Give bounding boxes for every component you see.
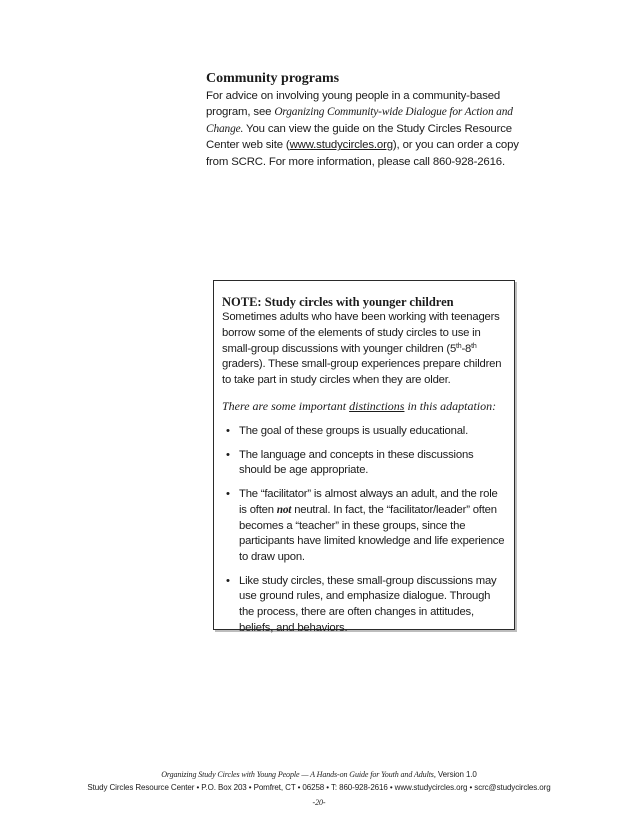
bullet-icon: •	[226, 574, 230, 587]
bullet-icon: •	[226, 448, 230, 461]
community-programs-section	[206, 70, 526, 170]
website-link[interactable]: www.studycircles.org	[289, 139, 393, 152]
paragraph-text: Sometimes adults who have been working with teenagers borrow some of the elements of study circles to use in small-group discussions with younger children (5	[222, 311, 500, 355]
paragraph-text: graders). These small-group experiences prepare children to take part in study circles when they are older.	[222, 358, 502, 387]
bullet-icon: •	[226, 488, 230, 501]
footer-guide-line	[0, 769, 638, 782]
distinctions-word: distinctions	[349, 398, 405, 413]
list-item-text: neutral. In fact, the “facilitator/leader” often becomes a “teacher” in these groups, since the participants have limited knowledge and life experience to draw upon.	[239, 503, 505, 563]
list-item	[222, 424, 508, 440]
distinctions-text: There are some important	[222, 398, 350, 413]
list-item-text: The “facilitator” is almost always an adult, and the role is often	[239, 488, 498, 516]
superscript: th	[456, 342, 462, 350]
footer-version: Version 1.0	[435, 770, 477, 779]
paragraph-text: For advice on involving young people in a community-based program, see	[206, 90, 501, 119]
note-title: NOTE: Study circles with younger children	[222, 295, 454, 309]
page-footer	[0, 769, 638, 810]
note-paragraph	[222, 310, 508, 389]
community-paragraph	[206, 88, 526, 170]
list-item	[222, 574, 508, 637]
footer-address: Study Circles Resource Center • P.O. Box 203 • Pomfret, CT • 06258 • T: 860-928-2616 • www.studycircles.org • scrc@studycircles.org	[87, 782, 551, 792]
emphasis-not: not	[276, 503, 292, 516]
page-number: -20-	[312, 798, 326, 807]
footer-guide-title: Organizing Study Circles with Young People — A Hands-on Guide for Youth and Adults,	[161, 770, 436, 779]
section-heading: Community programs	[206, 71, 340, 86]
distinctions-list	[222, 424, 508, 636]
bullet-icon: •	[226, 424, 230, 437]
paragraph-text: You can view the guide on the Study Circles Resource Center web site (	[206, 122, 512, 152]
distinctions-line	[222, 399, 508, 414]
distinctions-text: in this adaptation:	[404, 398, 497, 413]
superscript: th	[471, 342, 477, 350]
list-item-text: Like study circles, these small-group discussions may use ground rules, and emphasize dialogue. Through the process, there are often changes in attitudes, beliefs, and behaviors.	[239, 574, 497, 634]
list-item-text: The language and concepts in these discussions should be age appropriate.	[239, 448, 474, 477]
list-item-text: The goal of these groups is usually educational.	[239, 424, 469, 437]
list-item	[222, 448, 508, 479]
guide-title: Organizing Community-wide Dialogue for Action and Change.	[206, 106, 513, 135]
paragraph-text: -8	[461, 342, 472, 355]
paragraph-text: ), or you can order a copy from SCRC. For more information, please call 860-928-2616.	[206, 139, 519, 168]
note-box	[213, 280, 515, 634]
list-item	[222, 487, 508, 566]
